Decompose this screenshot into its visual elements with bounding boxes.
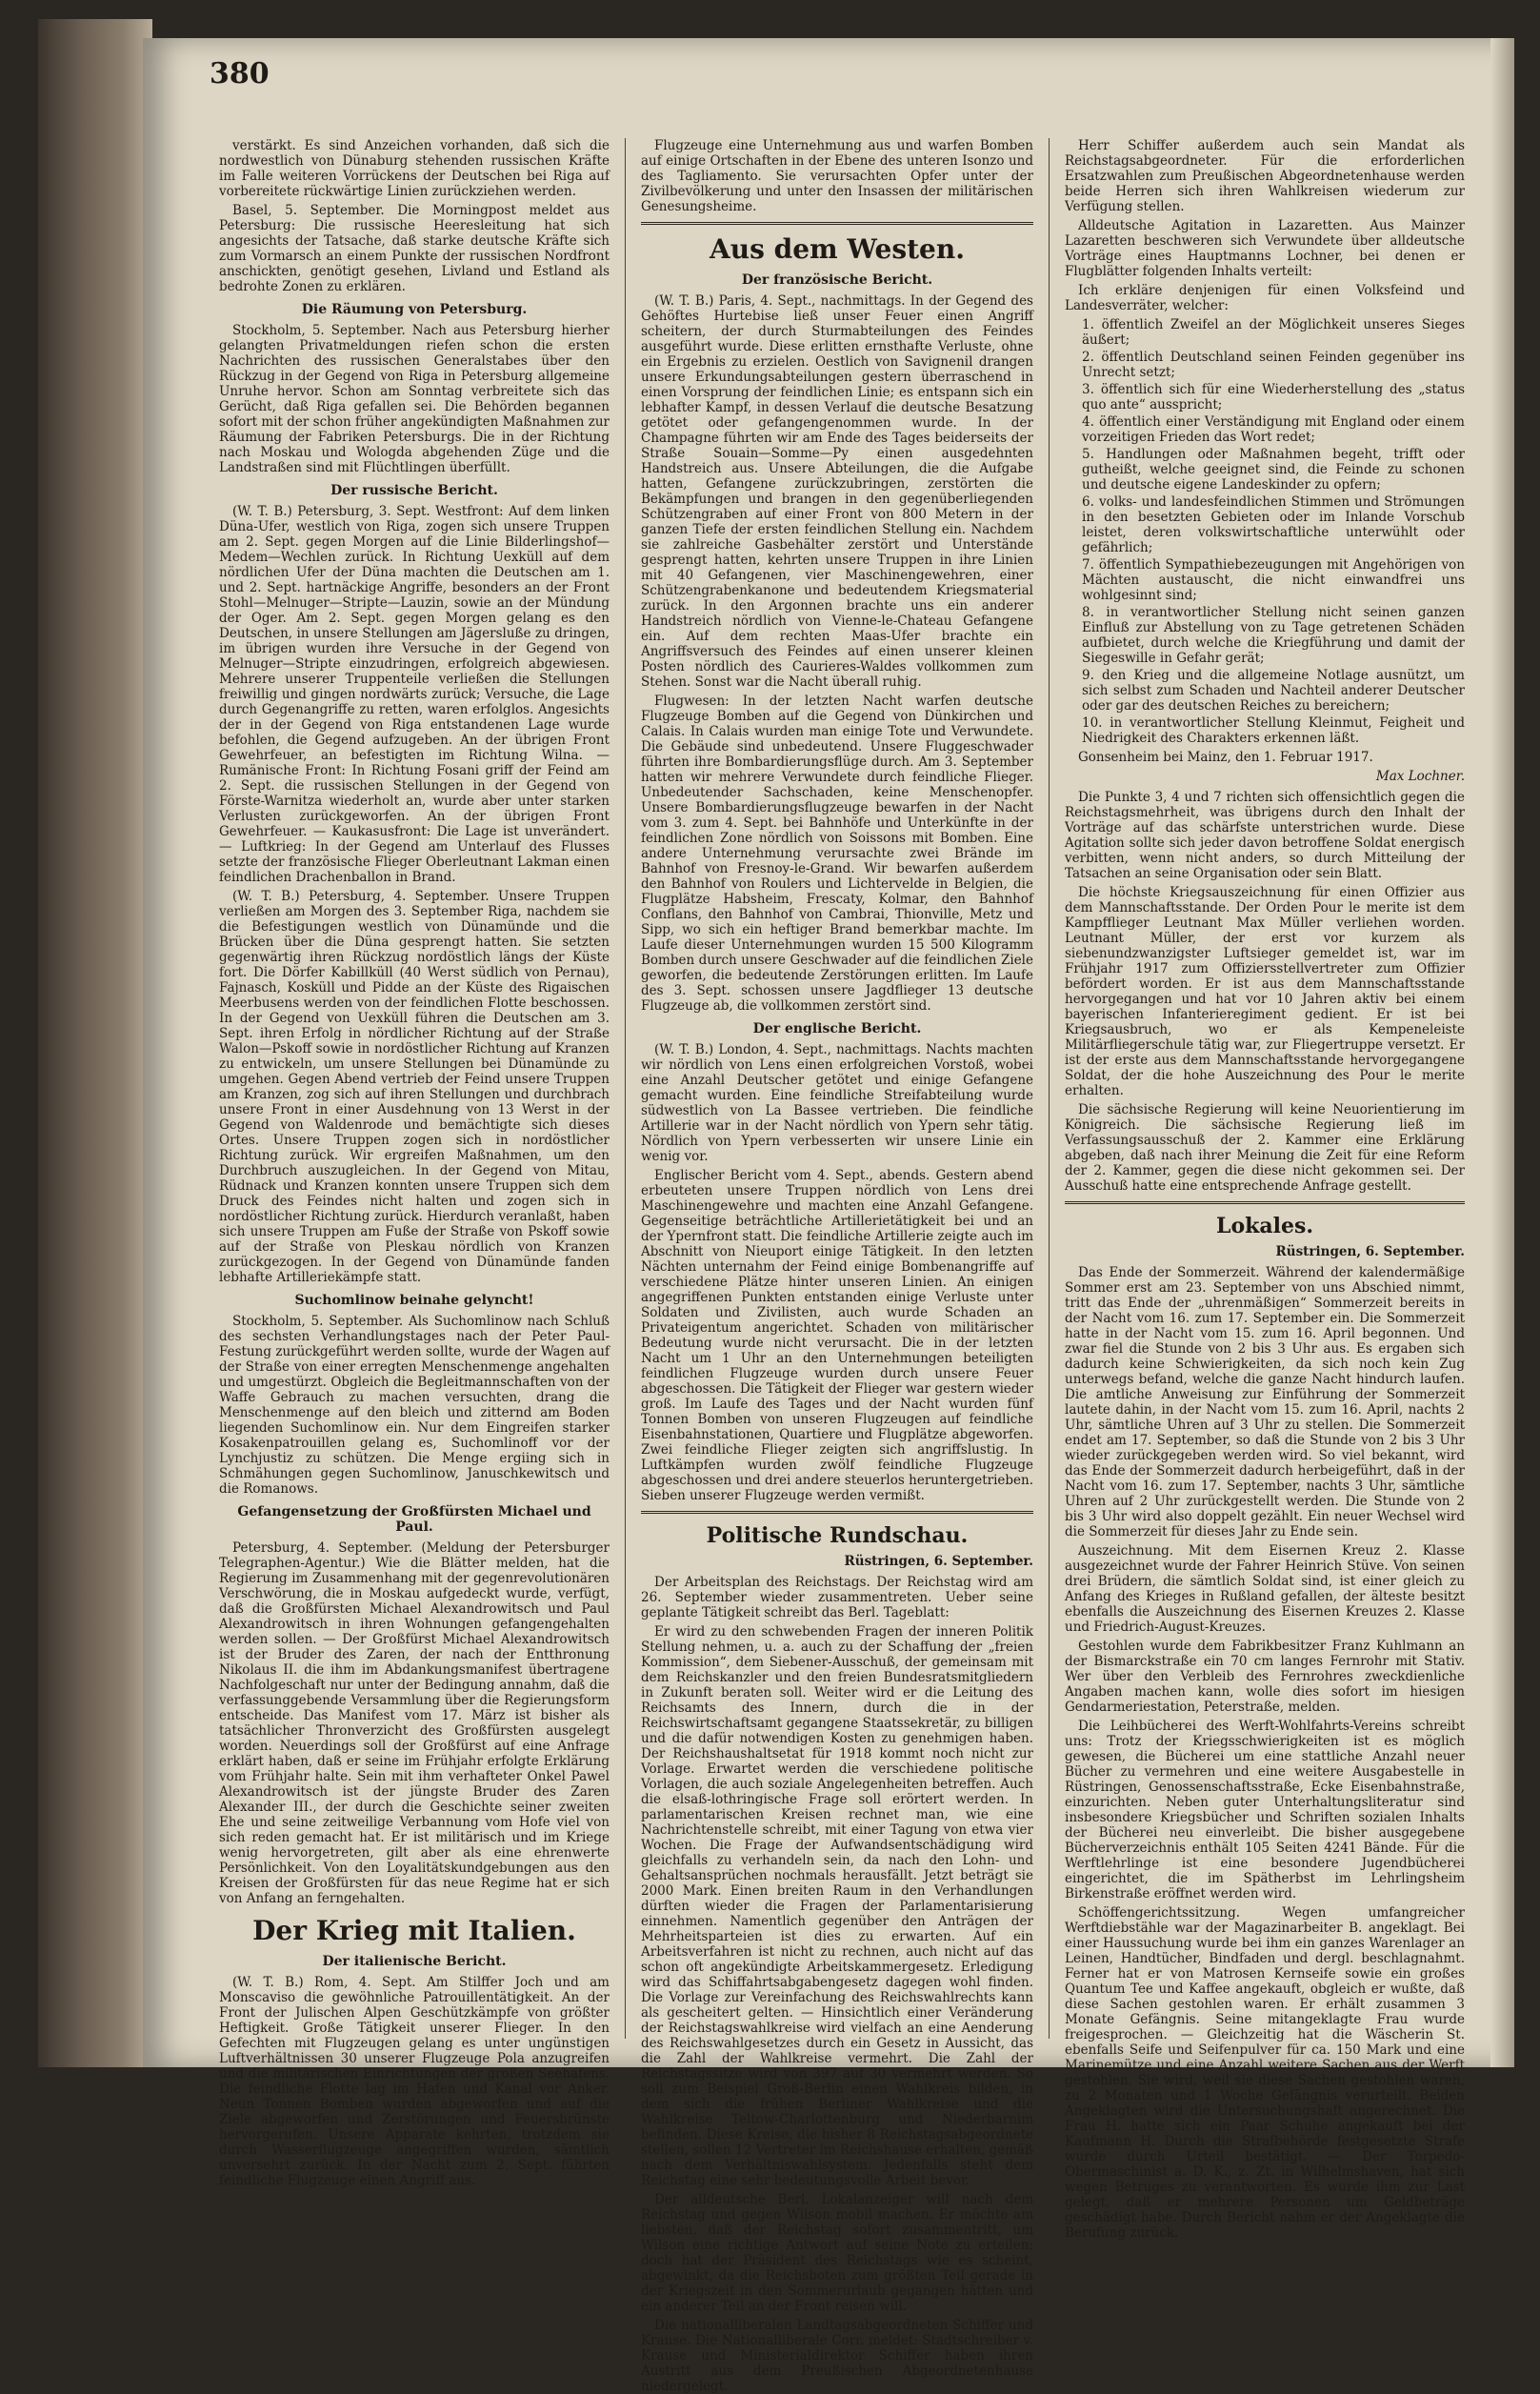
list-item: 8. in verantwortlicher Stellung nicht seinen ganzen Einfluß zur Abstellung von zu Tage getretenen Schäden aufbietet, durch welche die Kriegführung und damit der Siegeswille in Gefahr gerät; (1082, 605, 1465, 666)
dateline: Rüstringen, 6. September. (1275, 1244, 1465, 1259)
section-heading: Der französische Bericht. (741, 272, 933, 288)
column-1 (219, 138, 610, 2188)
article-text: Stockholm, 5. September. Als Suchomlinow nach Schluß des sechsten Verhandlungstages nach der Peter Paul-Festung zurückgeführt werden sollte, wurde der Wagen auf der Straße von einer erregten Menschenmenge angehalten und umgestürzt. Obgleich die Begleitmannschaften von der Waffe Gebrauch zu machen versuchten, drang die Menschenmenge auf den bleich und zitternd am Boden liegenden Suchomlinow ein. Nur dem Eingreifen starker Kosakenpatrouillen gelang es, Suchomlinoff vor der Lynchjustiz zu schützen. Die Menge ergiing sich in Schmähungen gegen Suchomlinow, Januschkewitsch und die Romanows. (219, 1314, 610, 1497)
section-heading: Der englische Bericht. (752, 1021, 922, 1036)
section-heading: Gefangensetzung der Großfürsten Michael und Paul. (237, 1504, 591, 1535)
article-text: (W. T. B.) Petersburg, 4. September. Unsere Truppen verließen am Morgen des 3. September Riga, nachdem sie die Befestigungen westlich von Dünamünde und die Brücken über die Düna gesprengt hatten. Sie setzten gegenwärtig ihren Rückzug nordöstlich längs der Küste fort. Die Dörfer Kabillküll (40 Werst südlich von Pernau), Fajnasch, Kosküll und Pidde an der Küste des Rigaischen Meerbusens werden von der feindlichen Flotte beschossen. In der Gegend von Uexküll führen die Deutschen am 3. Sept. ihren Erfolg in nördlicher Richtung auf der Straße Walon—Pskoff sowie in nordöstlicher Richtung auf Kranzen zu entwickeln, um unsere Stellungen bei Dünamünde zu umgehen. Gegen Abend vertrieb der Feind unsere Truppen am Kranzen, zog sich auf ihren Stellungen und durchbrach unsere Front in einer Ausdehnung von 13 Werst in der Gegend von Waldenrode und bemächtigte sich dieses Ortes. Unsere Truppen zogen sich in nordöstlicher Richtung zurück. Wir ergreifen Maßnahmen, um den Durchbruch auszugleichen. In der Gegend von Mitau, Rüdnack und Kranzen konnten unsere Truppen sich dem Druck des Feindes nicht halten und zogen sich in nordöstlicher Richtung zurück. Hierdurch veranlaßt, haben sich unsere Truppen am Fuße der Straße von Pskoff sowie auf der Straße von Pleskau nördlich von Kranzen zurückgezogen. In der Gegend von Dünamünde fanden lebhafte Artilleriekämpfe statt. (219, 889, 610, 1285)
section-heading: Der russische Bericht. (330, 483, 498, 498)
article-text: Die Leihbücherei des Werft-Wohlfahrts-Vereins schreibt uns: Trotz der Kriegsschwierigkeiten ist es möglich gewesen, die Bücherei um eine stattliche Anzahl neuer Bücher zu vermehren und eine weitere Ausgabestelle in Rüstringen, Genossenschaftsstraße, Ecke Eisenbahnstraße, einzurichten. Neben guter Unterhaltungsliteratur sind insbesondere Kriegsbücher und Schriften sozialen Inhalts der Bücherei neu einverleibt. Die bisher ausgegebene Bücherverzeichnis enthält 105 Seiten 4241 Bände. Für die Werftlehrlinge ist eine besondere Jugendbücherei eingerichtet, die im Spätherbst im Lehrlingsheim Birkenstraße eröffnet werden wird. (1065, 1719, 1465, 1901)
book-binding (38, 19, 152, 2067)
section-heading: Die Räumung von Petersburg. (301, 302, 528, 317)
article-text: (W. T. B.) London, 4. Sept., nachmittags. Nachts machten wir nördlich von Lens einen erfolgreichen Vorstoß, wobei eine Anzahl Deutscher getötet und einige Gefangene gemacht wurden. Eine feindliche Streifabteilung wurde südwestlich von La Bassee vertrieben. Die feindliche Artillerie war in der Nacht nördlich von Ypern sehr tätig. Nördlich von Ypern verbesserten wir unsere Linie ein wenig vor. (641, 1042, 1033, 1164)
article-text: Die nationalliberalen Landtagsabgeordneten Schiffer und Krause. Die Nationalliberale Corr. meldet: Stadtschreiber v. Krause und Ministerialdirektor Schiffer haben ihren Austritt aus dem Preußischen Abgeordnetenhause niedergelegt. (641, 2318, 1033, 2394)
article-text: Gestohlen wurde dem Fabrikbesitzer Franz Kuhlmann an der Bismarckstraße ein 70 cm langes Fernrohr mit Stativ. Wer über den Verbleib des Fernrohres zweckdienliche Angaben machen kann, wolle dies sofort im hiesigen Gendarmeriestation, Peterstraße, melden. (1065, 1639, 1465, 1715)
column-2 (641, 138, 1033, 2394)
article-text: Die sächsische Regierung will keine Neuorientierung im Königreich. Die sächsische Regierung ließ im Verfassungsausschuß der 2. Kammer eine Erklärung abgeben, daß nach ihrer Meinung die Zeit für eine Reform der 2. Kammer, gegen die diese nicht gekommen sei. Der Ausschuß hatte eine entsprechende Anfrage gestellt. (1065, 1102, 1465, 1194)
article-text: Alldeutsche Agitation in Lazaretten. Aus Mainzer Lazaretten beschweren sich Verwundete über alldeutsche Vorträge eines Hauptmanns Lochner, bei denen er Flugblätter folgenden Inhalts verteilt: (1065, 218, 1465, 279)
list-item: 4. öffentlich einer Verständigung mit England oder einem vorzeitigen Frieden das Wort redet; (1082, 414, 1465, 445)
divider (1065, 1201, 1465, 1204)
article-text: Die höchste Kriegsauszeichnung für einen Offizier aus dem Mannschaftsstande. Der Orden Pour le merite ist dem Kampfflieger Leutnant Max Müller verliehen worden. Leutnant Müller, der erst vor kurzem als siebenundzwanzigster Luftsieger gemeldet ist, war im Frühjahr 1917 zum Offiziersstellvertreter zum Offizier befördert worden. Er ist aus dem Mannschaftsstande hervorgegangen und hat vor 10 Jahren aktiv bei einem bayerischen Infanterieregiment gedient. Er ist bei Kriegsausbruch, wo er als Kempeneleiste Militärfliegerschule tätig war, zur Fliegertruppe versetzt. Er ist der erste aus dem Mannschaftsstande hervorgegangene Soldat, der die hohe Auszeichnung des Pour le merite erhalten. (1065, 885, 1465, 1098)
headline-local: Lokales. (1215, 1214, 1314, 1238)
list-item: 3. öffentlich sich für eine Wiederherstellung des „status quo ante“ ausspricht; (1082, 382, 1465, 412)
list-item: 2. öffentlich Deutschland seinen Feinden gegenüber ins Unrecht setzt; (1082, 350, 1465, 380)
article-text: Gonsenheim bei Mainz, den 1. Februar 1917. (1078, 750, 1373, 765)
article-text: Herr Schiffer außerdem auch sein Mandat als Reichstagsabgeordneter. Für die erforderlichen Ersatzwahlen zum Preußischen Abgeordnetenhause werden beide Herren sich ihren Wahlkreisen wiederum zur Verfügung stellen. (1065, 138, 1465, 214)
article-text: Flugzeuge eine Unternehmung aus und warfen Bomben auf einige Ortschaften in der Ebene des unteren Isonzo und des Tagliamento. Sie verursachten Opfer unter der Zivilbevölkerung und unter den Insassen der militärischen Genesungsheime. (641, 138, 1033, 214)
list-item: 7. öffentlich Sympathiebezeugungen mit Angehörigen von Mächten austauscht, die nicht einwandfrei uns wohlgesinnt sind; (1082, 557, 1465, 603)
article-text: (W. T. B.) Petersburg, 3. Sept. Westfront: Auf dem linken Düna-Ufer, westlich von Riga, zogen sich unsere Truppen am 2. Sept. gegen Morgen auf die Linie Bilderlingshof—Medem—Wechlen zurück. In Richtung Uexküll auf dem nördlichen Ufer der Düna machten die Deutschen am 1. und 2. Sept. hartnäckige Angriffe, besonders an der Front Stohl—Melnuger—Stripte—Lauzin, sowie an der Mündung der Oger. Am 2. Sept. gegen Morgen gelang es den Deutschen, in unsere Stellungen am Jägersluße zu dringen, im übrigen wurden ihre Versuche in der Gegend von Melnuger—Stripte einzudringen, erfolgreich abgewiesen. Mehrere unserer Truppenteile verließen die Stellungen freiwillig und gingen nordwärts zurück; Versuche, die Lage durch Gegenangriffe zu retten, waren erfolglos. Angesichts der in der Gegend von Riga entstandenen Lage wurde befohlen, die Gegend aufzugeben. An der übrigen Front Gewehrfeuer, an befestigten im Richtung Wilna. — Rumänische Front: In Richtung Fosani griff der Feind am 2. Sept. die russischen Stellungen in der Gegend von Förste-Warnitza wiederholt an, wurde aber unter starken Verlusten zurückgeworfen. An der übrigen Front Gewehrfeuer. — Kaukasusfront: Die Lage ist unverändert. — Luftkrieg: In der Gegend am Unterlauf des Flusses setzte der französische Flieger Oberleutnant Lakman einen feindlichen Drachenballon in Brand. (219, 504, 610, 885)
article-text: verstärkt. Es sind Anzeichen vorhanden, daß sich die nordwestlich von Dünaburg stehenden russischen Kräfte im Falle weiteren Vorrückens der Deutschen bei Riga auf vorbereitete rückwärtige Linien zurückziehen werden. (219, 138, 610, 199)
article-text: Die Punkte 3, 4 und 7 richten sich offensichtlich gegen die Reichstagsmehrheit, was übrigens durch den Inhalt der Vorträge auf das schärfste unterstrichen wurde. Diese Agitation sollte sich jeder davon betroffene Soldat energisch verbitten, wenn nicht anders, so durch Mitteilung der Tatsachen an seine Organisation oder sein Blatt. (1065, 790, 1465, 881)
divider (641, 222, 1033, 225)
section-heading: Der italienische Bericht. (322, 1954, 507, 1969)
column-3 (1065, 138, 1465, 2241)
article-text: (W. T. B.) Paris, 4. Sept., nachmittags. In der Gegend des Gehöftes Hurtebise ließ unser Feuer einen Angriff scheitern, der durch Sturmabteilungen des Feindes ausgeführt wurde. Diese erlitten ernsthafte Verluste, ohne ein Ergebnis zu erzielen. Oestlich von Savignenil drangen unsere Erkundungsabteilungen gestern überraschend in einen Vorsprung der feindlichen Linie; es entspann sich ein lebhafter Kampf, in dessen Verlauf die deutsche Besatzung getötet oder gefangengenommen wurde. In der Champagne führten wir am Ende des Tages beiderseits der Straße Souain—Somme—Py einen ausgedehnten Handstreich aus. Unsere Abteilungen, die die Aufgabe hatten, Gefangene zurückzubringen, zerstörten die Bekämpfungen und brangen in den gegenüberliegenden Schützengraben auf einer Front von 800 Metern in der ganzen Tiefe der ersten feindlichen Stellung ein. Nachdem sie zahlreiche Gasbehälter zerstört und Unterstände gesprengt hatten, kehrten unsere Truppen in ihre Linien mit 40 Gefangenen, vier Maschinengewehren, einer Schützengrabenkanone und bedeutendem Kriegsmaterial zurück. In den Argonnen brachte uns ein anderer Handstreich nördlich von Vienne-le-Chateau Gefangene ein. Auf dem rechten Maas-Ufer brachte ein Angriffsversuch des Feindes auf einen unserer kleinen Posten nördlich des Caurieres-Waldes vollkommen zum Stehen. Sonst war die Nacht überall ruhig. (641, 293, 1033, 690)
list-item: 1. öffentlich Zweifel an der Möglichkeit unseres Sieges äußert; (1082, 317, 1465, 348)
list-item: 10. in verantwortlicher Stellung Kleinmut, Feigheit und Niedrigkeit des Charakters erkennen läßt. (1082, 715, 1465, 746)
signature: Max Lochner. (1375, 769, 1465, 784)
column-rule (625, 138, 626, 2039)
numbered-list (1065, 317, 1465, 746)
article-text: Auszeichnung. Mit dem Eisernen Kreuz 2. Klasse ausgezeichnet wurde der Fahrer Heinrich Stüve. Von seinen drei Brüdern, die sämtlich Soldat sind, ist einer gleich zu Anfang des Krieges in Rußland gefallen, der älteste besitzt ebenfalls die Auszeichnung des Eisernen Kreuzes 2. Klasse und Friedrich-August-Kreuzes. (1065, 1543, 1465, 1635)
article-text: Das Ende der Sommerzeit. Während der kalendermäßige Sommer erst am 23. September von uns Abschied nimmt, tritt das Ende der „uhrenmäßigen“ Sommerzeit bereits in der Nacht vom 16. zum 17. September ein. Die Sommerzeit hatte in der Nacht vom 15. zum 16. April begonnen. Und zwar fiel die Stunde von 2 bis 3 Uhr aus. Es ergaben sich dadurch keine Schwierigkeiten, da sich noch kein Zug unterwegs befand, welche die ganze Nacht hindurch laufen. Die amtliche Anweisung zur Einführung der Sommerzeit lautete dahin, in der Nacht vom 15. zum 16. April, nachts 2 Uhr, sämtliche Uhren auf 3 Uhr zu stellen. Die Sommerzeit endet am 17. September, so daß die Stunde von 2 bis 3 Uhr wieder zurückgegeben werden wird. So viel bekannt, wird das Ende der Sommerzeit dadurch herbeigeführt, daß in der Nacht vom 16. zum 17. September, nachts 3 Uhr, sämtliche Uhren auf 2 Uhr zurückgestellt werden. Die Stunde von 2 bis 3 Uhr wird also doppelt gezählt. Ein neuer Wechsel wird die Sommerzeit für dieses Jahr zu Ende sein. (1065, 1265, 1465, 1539)
divider (641, 1511, 1033, 1514)
article-text: (W. T. B.) Rom, 4. Sept. Am Stilffer Joch und am Monscaviso die gewöhnliche Patrouillentätigkeit. An der Front der Julischen Alpen Geschützkämpfe von größter Heftigkeit. Große Tätigkeit unserer Flieger. In den Gefechten mit Flugzeugen gelang es unter ungünstigen Luftverhältnissen 30 unserer Flugzeuge Pola anzugreifen und die militärischen Einrichtungen der großen Seehafens. Die feindliche Flotte lag im Hafen und Kanal vor Anker. Neun Tonnen Bomben wurden abgeworfen und auf die Ziele abgeworfen und Zerstörungen und Feuersbrünste hervorgerufen. Unsere Apparate kehrten, trotzdem sie durch Wasserflugzeuge angegriffen wurden, sämtlich unversehrt zurück. In der Nacht zum 2. Sept. führten feindliche Flugzeuge einen Angriff aus. (219, 1975, 610, 2188)
article-text: Der Arbeitsplan des Reichstags. Der Reichstag wird am 26. September wieder zusammentreten. Ueber seine geplante Tätigkeit schreibt das Berl. Tageblatt: (641, 1575, 1033, 1620)
list-item: 6. volks- und landesfeindlichen Stimmen und Strömungen in den besetzten Gebieten oder im Inlande Vorschub leistet, deren volkswirtschaftliche unterwühlt oder gefährlich; (1082, 494, 1465, 555)
article-text: Stockholm, 5. September. Nach aus Petersburg hierher gelangten Privatmeldungen riefen schon die ersten Nachrichten des russischen Generalstabes über den Rückzug in der Gegend von Riga in Petersburg allgemeine Unruhe hervor. Schon am Sonntag verbreitete sich das Gerücht, daß Riga gefallen sei. Die Behörden begannen sofort mit der schon früher angekündigten Maßnahmen zur Räumung der Fabriken Petersburgs. Die in der Richtung nach Moskau und Wologda abgehenden Züge und die Landstraßen sind mit Flüchtlingen überfüllt. (219, 323, 610, 475)
article-text: Englischer Bericht vom 4. Sept., abends. Gestern abend erbeuteten unsere Truppen nördlich von Lens drei Maschinengewehre und machten eine Anzahl Gefangene. Gegenseitige beträchtliche Artillerietätigkeit bei und an der Ypernfront statt. Die feindliche Artillerie zeigte auch im Abschnitt von Nieuport einige Tätigkeit. In den letzten Nächten unternahm der Feind einige Bombenangriffe auf verschiedene Plätze hinter unseren Linien. An einigen angegriffenen Punkten entstanden einige Verluste unter Soldaten und Zivilisten, auch wurde Schaden an Privateigentum angerichtet. Schaden von militärischer Bedeutung wurde nicht verursacht. Die in der letzten Nacht um 1 Uhr an den Unternehmungen beteiligten feindlichen Flugzeuge wurden durch unsere Feuer abgeschossen. Die Tätigkeit der Flieger war gestern wieder groß. Im Laufe des Tages und der Nacht wurden fünf Tonnen Bomben von unseren Flugzeugen auf feindliche Eisenbahnstationen, Quartiere und Flugplätze abgeworfen. Zwei feindliche Flieger zeigten sich angriffslustig. In Luftkämpfen wurden zwölf feindliche Flugzeuge abgeschossen und drei andere steuerlos heruntergetrieben. Sieben unserer Flugzeuge werden vermißt. (641, 1168, 1033, 1503)
list-item: 5. Handlungen oder Maßnahmen begeht, trifft oder gutheißt, welche geeignet sind, die Feinde zu schonen und deutsche eigene Landeskinder zu opfern; (1082, 447, 1465, 493)
headline-italy: Der Krieg mit Italien. (252, 1915, 576, 1946)
page-edge (1490, 38, 1514, 2067)
article-text: Basel, 5. September. Die Morningpost meldet aus Petersburg: Die russische Heeresleitung hat sich angesichts der Tatsache, daß starke deutsche Kräfte sich zum Vormarsch an einem Punkte der russischen Nordfront anschickten, genötigt gesehen, Livland und Estland als bedrohte Zonen zu erklären. (219, 203, 610, 294)
article-text: Ich erkläre denjenigen für einen Volksfeind und Landesverräter, welcher: (1065, 283, 1465, 313)
dateline: Rüstringen, 6. September. (844, 1554, 1033, 1569)
list-item: 9. den Krieg und die allgemeine Notlage ausnützt, um sich selbst zum Schaden und Nachteil anderer Deutscher oder gar des deutschen Reiches zu bereichern; (1082, 668, 1465, 714)
column-rule (1049, 138, 1050, 2039)
headline-politics: Politische Rundschau. (706, 1523, 969, 1548)
article-text: Flugwesen: In der letzten Nacht warfen deutsche Flugzeuge Bomben auf die Gegend von Dünkirchen und Calais. In Calais wurden man einige Tote und Verwundete. Die Gebäude sind unbedeutend. Unsere Fluggeschwader führten ihre Bombardierungsflüge durch. Am 3. September hatten wir mehrere Verwundete durch feindliche Flieger. Unbedeutender Sachschaden, keine Menschenopfer. Unsere Bombardierungsflugzeuge bewarfen in der Nacht vom 3. zum 4. Sept. bei Bahnhöfe und Unterkünfte in der feindlichen Zone nördlich von Soissons mit Bomben. Eine andere Unternehmung verursachte zwei Brände im Bahnhof von Fresnoy-le-Grand. Wir bewarfen außerdem den Bahnhof von Roulers und Lichtervelde in Belgien, die Flugplätze Habsheim, Frescaty, Kolmar, den Bahnhof Conflans, den Bahnhof von Cambrai, Thionville, Metz und Sipp, wo sich ein heftiger Brand bemerkbar machte. Im Laufe dieser Unternehmungen wurden 15 500 Kilogramm Bomben durch unsere Geschwader auf die feindlichen Ziele geworfen, die bedeutende Zerstörungen erlitten. Im Laufe des 3. Sept. schossen unsere Jagdflieger 13 deutsche Flugzeuge ab, die vollkommen zerstört sind. (641, 694, 1033, 1014)
page-number: 380 (210, 57, 270, 91)
article-text: Petersburg, 4. September. (Meldung der Petersburger Telegraphen-Agentur.) Wie die Blätter melden, hat die Regierung im Zusammenhang mit der gegenrevolutionären Verschwörung, die in Moskau aufgedeckt wurde, verfügt, daß die Großfürsten Michael Alexandrowitsch und Paul Alexandrowitsch in ihren Wohnungen gefangengehalten werden sollen. — Der Großfürst Michael Alexandrowitsch ist der Bruder des Zaren, der nach der Entthronung Nikolaus II. die ihm im Abdankungsmanifest übertragene Nachfolgeschaft nur unter der Bedingung annahm, daß die verfassunggebende Versammlung über die Regierungsform entscheide. Das Manifest vom 17. März ist bisher als tatsächlicher Thronverzicht des Großfürsten ausgelegt worden. Neuerdings soll der Großfürst auf eine Anfrage erklärt haben, daß er seine im Frühjahr erfolgte Erklärung vom Frühjahr halte. Sein mit ihm verhafteter Onkel Pawel Alexandrowitsch ist der jüngste Bruder des Zaren Alexander III., der durch die Geschichte seiner zweiten Ehe und seine zeitweilige Verbannung vom Hofe viel von sich reden gemacht hat. Er ist militärisch und im Kriege wenig hervorgetreten, gilt aber als eine ehrenwerte Persönlichkeit. Von den Loyalitätskundgebungen aus den Kreisen der Großfürsten für das neue Regime hat er sich von Anfang an ferngehalten. (219, 1540, 610, 1906)
newspaper-page (143, 38, 1514, 2394)
article-text: Der alldeutsche Berl. Lokalanzeiger will nach dem Reichstag und gegen Wilson mobil machen. Er möchte am liebsten, daß der Reichstag sofort zusammentritt, um Wilson eine richtige Antwort auf seine Note zu erteilen; doch hat der Präsident des Reichstags wie es scheint, abgewinkt, da die Reichsboten zum größten Teil gerade in der Kriegszeit in den Sommerurlaub gegangen hätten und ein anderer Teil an der Front reisen will. (641, 2192, 1033, 2314)
headline-west: Aus dem Westen. (710, 233, 965, 265)
section-heading: Suchomlinow beinahe gelyncht! (294, 1293, 534, 1308)
article-text: Schöffengerichtssitzung. Wegen umfangreicher Werftdiebstähle war der Magazinarbeiter B. angeklagt. Bei einer Haussuchung wurde bei ihm ein ganzes Warenlager an Leinen, Handtücher, Bindfaden und dergl. beschlagnahmt. Ferner hat er von Matrosen Kernseife sowie ein großes Quantum Tee und Kaffee angekauft, obgleich er wußte, daß diese Sachen gestohlen waren. Er erhält zusammen 3 Monate Gefängnis. Seine mitangeklagte Frau wurde freigesprochen. — Gleichzeitig hat die Wäscherin St. ebenfalls Seife und Seifenpulver für ca. 150 Mark und eine Marinemütze und eine Anzahl weitere Sachen aus der Werft gestohlen. Sie wird, weil sie diese Sachen gestohlen waren, zu 2 Monaten und 1 Woche Gefängnis verurteilt. Beiden Angeklagten wird die Untersuchungshaft angerechnet. Die Frau H. hatte sich ein Paar Schuhe angekauft bei der Kaufmann H. Durch die Strafbehörde festgesetzte Strafe wurde durch Urteil bestätigt. — Der Torpedo-Obermaschinist a. D. K., z. Zt. in Wilhelmshaven, hat sich wegen Betruges zu verantworten. Es wurde ihm zur Last gelegt, daß er mehrere Personen um Geldbeträge geschädigt habe. Durch Bericht nahm er der Angeklagte die Berufung zurück. (1065, 1905, 1465, 2241)
article-text: Er wird zu den schwebenden Fragen der inneren Politik Stellung nehmen, u. a. auch zu der Schaffung der „freien Kommission“, dem Siebener-Ausschuß, der gemeinsam mit dem Reichskanzler und den freien Bundesratsmitgliedern in Zukunft beraten soll. Weiter wird er die Leitung des Reichsamts des Innern, durch die in der Reichswirtschaftsamt gegangene Staatssekretär, zu billigen und die dafür notwendigen Kosten zu genehmigen haben. Der Reichshaushaltsetat für 1918 kommt noch nicht zur Vorlage. Erwartet werden die verschiedene politische Vorlagen, die auch soziale Angelegenheiten betreffen. Auch die elsaß-lothringische Frage soll erörtert werden. In parlamentarischen Kreisen rechnet man, wie eine Nachrichtenstelle schreibt, mit einer Tagung von etwa vier Wochen. Die Frage der Aufwandsentschädigung wird gleichfalls zu verhandeln sein, da nach den Lohn- und Gehaltsansprüchen nochmals herausfällt. Jetzt beträgt sie 2000 Mark. Einen breiten Raum in den Verhandlungen dürften wieder die Fragen der Parlamentarisierung einnehmen. Namentlich gegenüber den Anträgen der Mehrheitsparteien ist dies zu erwarten. Auf ein Arbeitsverfahren ist nicht zu rechnen, auch nicht auf das schon oft angekündigte Arbeitskammergesetz. Erledigung wird das Schiffahrtsabgabengesetz dagegen wohl finden. Die Vorlage zur Vereinfachung des Reichswahlrechts kann als gescheitert gelten. — Hinsichtlich einer Veränderung der Reichstagswahlkreise wird vielfach an eine Aenderung des Reichswahlgesetzes durch ein Gesetz in Aussicht, das die Zahl der Wahlkreise vermehrt. Die Zahl der Reichstagssitze wird von 397 auf 30 vermehrt werden. So soll zum Beispiel Groß-Berlin einen Wahlkreis bilden, in dem sich die frühen Berliner Wahlkreise und die Wahlkreise Teltow-Charlottenburg und Niederbarnim befinden. Diese Kreise, die bisher 8 Reichstagsabgeordnete stellen, sollen 12 Vertreter im Reichshause erhalten, gemäß nach dem Verhältniswahlsystem. Jedenfalls steht dem Reichstag eine sehr bedeutungsvolle Arbeit bevor. (641, 1624, 1033, 2188)
